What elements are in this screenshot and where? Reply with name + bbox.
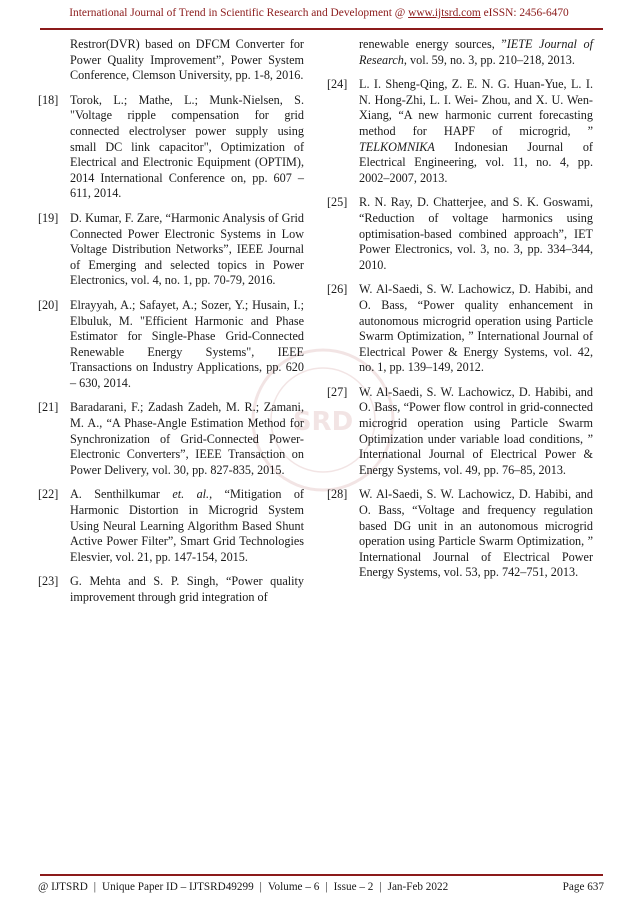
reference-27 bbox=[327, 385, 593, 479]
header-prefix: International Journal of Trend in Scientific Research and Development @ bbox=[69, 7, 409, 19]
footer-date: Jan-Feb 2022 bbox=[387, 881, 449, 893]
reference-text: G. Mehta and S. P. Singh, “Power quality improvement through grid integration of bbox=[70, 574, 304, 604]
page-number: Page 637 bbox=[562, 881, 604, 893]
svg-text:SRD: SRD bbox=[292, 407, 354, 437]
reference-number: [20] bbox=[38, 297, 59, 312]
reference-continuation bbox=[327, 37, 593, 68]
reference-text-start: A. Senthilkumar bbox=[70, 487, 173, 502]
reference-26 bbox=[327, 282, 593, 376]
reference-continuation bbox=[38, 37, 304, 84]
reference-italic-text: et. al. bbox=[172, 487, 210, 502]
reference-text-end: , vol. 59, no. 3, pp. 210–218, 2013. bbox=[403, 52, 575, 67]
footer-paper-id: Unique Paper ID – IJTSRD49299 bbox=[102, 881, 254, 893]
reference-text: R. N. Ray, D. Chatterjee, and S. K. Goswami, “Reduction of voltage harmonics using optimisation-based combined approach”, IET Power Electronics, vol. 3, no. 3, pp. 334–344, 2010. bbox=[359, 195, 593, 272]
journal-website-link[interactable]: www.ijtsrd.com bbox=[408, 7, 481, 19]
journal-header bbox=[0, 7, 638, 19]
header-divider bbox=[40, 28, 603, 30]
reference-text-start: renewable energy sources, ” bbox=[359, 37, 507, 51]
footer-volume: Volume – 6 bbox=[267, 881, 320, 893]
reference-24 bbox=[327, 77, 593, 186]
reference-22 bbox=[38, 487, 304, 565]
footer-divider bbox=[40, 874, 603, 876]
reference-number: [25] bbox=[327, 195, 348, 210]
reference-text: Restror(DVR) based on DFCM Converter for Power Quality Improvement”, Power System Conference, Clemson University, pp. 1-8, 2016. bbox=[70, 37, 304, 83]
reference-20 bbox=[38, 298, 304, 392]
right-column bbox=[327, 37, 593, 590]
reference-text-start: L. I. Sheng-Qing, Z. E. N. G. Huan-Yue, L. I. N. Hong-Zhi, L. I. Wei- Zhou, and X. U. Wen-Xiang, “A new harmonic current forecasting method for HAPF of microgrid, ” bbox=[359, 77, 593, 138]
reference-18 bbox=[38, 93, 304, 202]
footer-journal: @ IJTSRD bbox=[38, 881, 88, 893]
reference-text bbox=[359, 77, 593, 186]
reference-text: Baradarani, F.; Zadash Zadeh, M. R.; Zamani, M. A., “A Phase-Angle Estimation Method for Synchronization of Grid-Connected Power-Electronic Converters”, IEEE Transaction on Power Delivery, vol. 30, pp. 827-835, 2015. bbox=[70, 400, 304, 477]
reference-23 bbox=[38, 574, 304, 605]
footer-separator: | bbox=[325, 881, 328, 893]
reference-number: [18] bbox=[38, 92, 59, 107]
reference-text bbox=[70, 487, 304, 565]
reference-text bbox=[359, 37, 593, 68]
reference-italic-text: TELKOMNIKA bbox=[359, 139, 435, 154]
reference-text: W. Al-Saedi, S. W. Lachowicz, D. Habibi, and O. Bass, “Power flow control in grid-connected microgrid operation using Particle Swarm Optimization under variable load conditions, ” International Journal of Electrical Power & Energy Systems, vol. 49, pp. 76–85, 2013. bbox=[359, 384, 593, 477]
reference-number: [22] bbox=[38, 487, 59, 502]
left-column bbox=[38, 37, 304, 615]
reference-text: Torok, L.; Mathe, L.; Munk-Nielsen, S. "Voltage ripple compensation for grid connected electrolyser power supply using small DC link capacitor", Optimization of Electrical and Electronic Equipment (OPTIM), 2014 International Conference on, pp. 607 – 611, 2014. bbox=[70, 92, 304, 201]
reference-text-end: Indonesian Journal of Electrical Engineering, vol. 11, no. 4, pp. 2002–2007, 2013. bbox=[359, 139, 593, 185]
footer-issue: Issue – 2 bbox=[333, 881, 374, 893]
reference-number: [23] bbox=[38, 574, 59, 589]
reference-number: [19] bbox=[38, 210, 59, 225]
reference-19 bbox=[38, 211, 304, 289]
reference-text: Elrayyah, A.; Safayet, A.; Sozer, Y.; Husain, I.; Elbuluk, M. "Efficient Harmonic and Phase Estimator for Single-Phase Grid-Connected Renewable Energy Systems", IEEE Transactions on Industry Applications, pp. 620 – 630, 2014. bbox=[70, 297, 304, 390]
reference-number: [28] bbox=[327, 487, 348, 502]
footer-separator: | bbox=[379, 881, 382, 893]
header-suffix: eISSN: 2456-6470 bbox=[480, 7, 569, 19]
footer-separator: | bbox=[93, 881, 97, 893]
reference-21 bbox=[38, 400, 304, 478]
reference-text: D. Kumar, F. Zare, “Harmonic Analysis of Grid Connected Power Electronic Systems in Low Voltage Distribution Networks”, IEEE Journal of Emerging and selected topics in Power Electronics, vol. 4, no. 1, pp. 70-79, 2016. bbox=[70, 210, 304, 288]
reference-28 bbox=[327, 487, 593, 581]
reference-text: W. Al-Saedi, S. W. Lachowicz, D. Habibi, and O. Bass, “Power quality enhancement in autonomous microgrid operation using Particle Swarm Optimization, ” International Journal of Electrical Power & Energy Systems, vol. 42, no. 1, pp. 139–149, 2012. bbox=[359, 282, 593, 375]
reference-number: [26] bbox=[327, 282, 348, 297]
reference-text-end: , “Mitigation of Harmonic Distortion in Microgrid System Using Neural Learning Algorithm Based Shunt Active Power Filter”, Smart Grid Technologies Elesvier, vol. 21, pp. 147-154, 2015. bbox=[70, 487, 304, 564]
reference-number: [21] bbox=[38, 400, 59, 415]
reference-25 bbox=[327, 195, 593, 273]
page-footer bbox=[38, 881, 604, 893]
reference-italic-text: IETE Journal of Research bbox=[359, 37, 593, 67]
reference-text: W. Al-Saedi, S. W. Lachowicz, D. Habibi, and O. Bass, “Voltage and frequency regulation based DG unit in an autonomous microgrid operation using Particle Swarm Optimization, ” International Journal of Electrical Power Energy Systems, vol. 53, pp. 742–751, 2013. bbox=[359, 487, 593, 580]
reference-number: [27] bbox=[327, 384, 348, 399]
reference-number: [24] bbox=[327, 77, 348, 92]
footer-separator: | bbox=[259, 881, 262, 893]
